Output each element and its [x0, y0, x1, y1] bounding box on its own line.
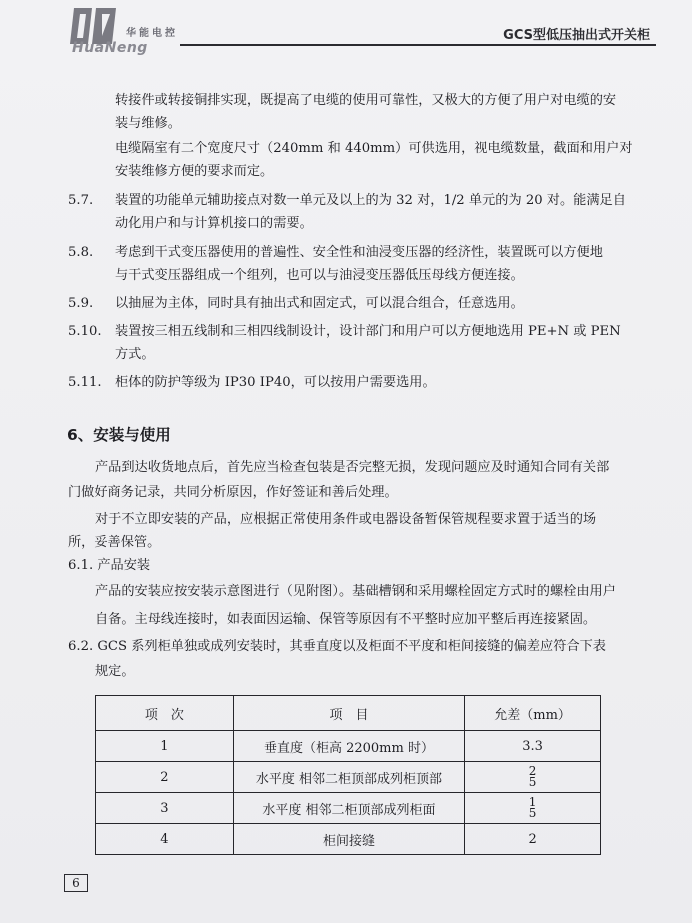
body-line: 与干式变压器组成一个组列，也可以与油浸变压器低压母线方便连接。: [115, 268, 524, 283]
body-line: 产品的安装应按安装示意图进行（见附图）。基础槽钢和采用螺栓固定方式时的螺栓由用户: [95, 584, 616, 599]
logo-chinese-text: 华能电控: [126, 28, 178, 39]
tolerance-value: 5: [528, 806, 537, 820]
tolerance-value: 2: [528, 764, 537, 778]
table-row: [96, 793, 601, 824]
header-cell-item: 项 目: [233, 696, 465, 731]
cell-index: 1: [96, 731, 234, 762]
cell-index: 4: [96, 824, 234, 855]
table-row: [96, 762, 601, 793]
cell-item: 水平度 相邻二柜顶部成列柜顶部: [233, 762, 465, 793]
body-line: 装置按三相五线制和三相四线制设计，设计部门和用户可以方便地选用 PE+N 或 PEN: [115, 324, 621, 339]
running-header-title: GCS型低压抽出式开关柜: [503, 28, 650, 43]
body-line: 安装维修方便的要求而定。: [115, 164, 274, 179]
company-logo: [66, 6, 216, 60]
cell-index: 3: [96, 793, 234, 824]
item-number: 5.7.: [68, 193, 94, 208]
cell-item: 柜间接缝: [233, 824, 465, 855]
body-line: 所，妥善保管。: [68, 535, 161, 550]
body-line: 考虑到干式变压器使用的普遍性、安全性和油浸变压器的经济性，装置既可以方便地: [115, 245, 603, 260]
body-line: 规定。: [95, 664, 135, 679]
body-line: 动化用户和与计算机接口的需要。: [115, 216, 313, 231]
body-line: 产品到达收货地点后，首先应当检查包装是否完整无损，发现问题应及时通知合同有关部: [95, 460, 610, 475]
page-number: 6: [64, 874, 88, 892]
tolerance-table: [95, 695, 601, 855]
cell-tolerance: [465, 793, 601, 824]
body-line: 装与维修。: [115, 116, 181, 131]
body-line: 电缆隔室有二个宽度尺寸（240mm 和 440mm）可供选用，视电缆数量，截面和用户对: [115, 141, 633, 156]
body-line: 自备。主母线连接时，如表面因运输、保管等原因有不平整时应加平整后再连接紧固。: [95, 612, 597, 627]
tolerance-stack: [529, 766, 537, 788]
body-line: 6.2. GCS 系列柜单独或成列安装时，其垂直度以及柜面不平度和柜间接缝的偏差应符合下表: [68, 639, 606, 654]
table-row: [96, 824, 601, 855]
body-line: 对于不立即安装的产品，应根据正常使用条件或电器设备暂保管规程要求置于适当的场: [95, 512, 597, 527]
item-number: 5.10.: [68, 324, 102, 339]
body-line: 门做好商务记录，共同分析原因，作好签证和善后处理。: [68, 485, 398, 500]
cell-item: 垂直度（柜高 2200mm 时）: [233, 731, 465, 762]
cell-tolerance: [465, 762, 601, 793]
cell-item: 水平度 相邻二柜顶部成列柜面: [233, 793, 465, 824]
body-line: 转接件或转接铜排实现，既提高了电缆的使用可靠性，又极大的方便了用户对电缆的安: [115, 93, 617, 108]
body-line: 方式。: [115, 347, 155, 362]
item-number: 5.11.: [68, 375, 102, 390]
item-number: 5.8.: [68, 245, 94, 260]
logo-english-text: HuaNeng: [72, 40, 148, 56]
tolerance-value: 5: [528, 775, 537, 789]
table-header-row: [96, 696, 601, 731]
section-heading: 6、安装与使用: [67, 426, 171, 444]
body-line: 以抽屉为主体，同时具有抽出式和固定式，可以混合组合，任意选用。: [115, 296, 524, 311]
table-row: [96, 731, 601, 762]
header-cell-tolerance: 允差（mm）: [465, 696, 601, 731]
tolerance-value: 1: [528, 795, 537, 809]
cell-index: 2: [96, 762, 234, 793]
item-number: 5.9.: [68, 296, 94, 311]
cell-tolerance: 2: [465, 824, 601, 855]
body-line: 装置的功能单元辅助接点对数一单元及以上的为 32 对，1/2 单元的为 20 对。能满足自: [115, 193, 626, 208]
cell-tolerance: 3.3: [465, 731, 601, 762]
header-cell-index: 项 次: [96, 696, 234, 731]
body-line: 柜体的防护等级为 IP30 IP40，可以按用户需要选用。: [115, 375, 436, 390]
header-rule: [180, 44, 656, 46]
tolerance-stack: [529, 797, 537, 819]
subsection-title: 6.1. 产品安装: [68, 558, 151, 573]
